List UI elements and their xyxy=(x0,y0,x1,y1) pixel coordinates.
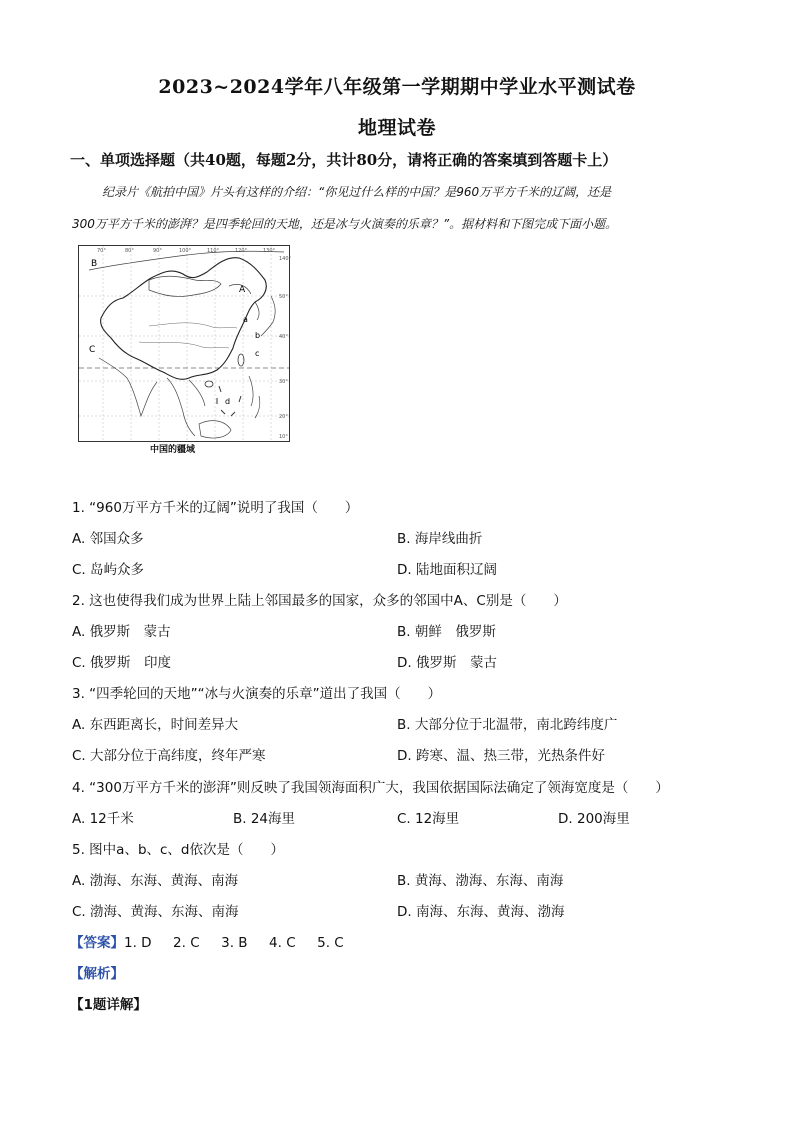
q5-option-a: A. 渤海、东海、黄海、南海 xyxy=(72,873,239,889)
tick-top-1: 80° xyxy=(125,248,134,254)
answer-4: 4. C xyxy=(269,935,296,951)
q3-option-a: A. 东西距离长，时间差异大 xyxy=(72,717,239,733)
map-label-c: C xyxy=(89,345,96,355)
detail-label: 【1题详解】 xyxy=(70,997,147,1013)
tick-top-7: 140° xyxy=(279,256,292,262)
answer-2: 2. C xyxy=(173,935,200,951)
q1-option-c: C. 岛屿众多 xyxy=(72,562,145,578)
q4-option-c: C. 12海里 xyxy=(397,811,460,827)
q4-option-a: A. 12千米 xyxy=(72,811,134,827)
china-territory-map xyxy=(78,245,290,442)
question-2-stem: 2. 这也使得我们成为世界上陆上邻国最多的国家，众多的邻国中A、C别是（ ） xyxy=(72,593,567,609)
map-label-d-sea: d xyxy=(225,397,231,406)
tick-top-3: 100° xyxy=(179,248,192,254)
tick-top-4: 110° xyxy=(207,248,220,254)
tick-right-4: 10° xyxy=(279,434,288,440)
exam-title: 2023~2024学年八年级第一学期期中学业水平测试卷 xyxy=(158,76,636,98)
answer-label: 【答案】 xyxy=(70,935,124,951)
answer-5: 5. C xyxy=(317,935,344,951)
map-label-b-sea: b xyxy=(255,331,261,340)
tick-top-6: 130° xyxy=(263,248,276,254)
q5-option-d: D. 南海、东海、黄海、渤海 xyxy=(397,904,565,920)
question-4-stem: 4. “300万平方千米的澎湃”则反映了我国领海面积广大，我国依据国际法确定了领海宽度是（ ） xyxy=(72,780,669,796)
q5-option-b: B. 黄海、渤海、东海、南海 xyxy=(397,873,564,889)
q3-option-b: B. 大部分位于北温带，南北跨纬度广 xyxy=(397,717,618,733)
map-label-c-sea: c xyxy=(255,349,260,358)
q4-option-b: B. 24海里 xyxy=(233,811,296,827)
answer-3: 3. B xyxy=(221,935,248,951)
intro-line-1: 纪录片《航拍中国》片头有这样的介绍：“你见过什么样的中国？是960万平方千米的辽阔，还是 xyxy=(102,185,612,199)
analysis-label: 【解析】 xyxy=(70,966,124,982)
q3-option-d: D. 跨寒、温、热三带，光热条件好 xyxy=(397,748,605,764)
map-drawing xyxy=(79,246,292,441)
q2-option-a: A. 俄罗斯 蒙古 xyxy=(72,624,171,640)
exam-subtitle: 地理试卷 xyxy=(357,117,436,139)
question-3-stem: 3. “四季轮回的天地”“冰与火演奏的乐章”道出了我国（ ） xyxy=(72,686,442,702)
answer-line xyxy=(70,931,344,951)
question-5-stem: 5. 图中a、b、c、d依次是（ ） xyxy=(72,842,285,858)
q2-option-c: C. 俄罗斯 印度 xyxy=(72,655,172,671)
map-label-a: A xyxy=(239,285,246,295)
tick-top-2: 90° xyxy=(153,248,162,254)
map-label-b: B xyxy=(91,259,98,269)
section-heading: 一、单项选择题（共40题，每题2分，共计80分，请将正确的答案填到答题卡上） xyxy=(70,151,618,169)
q5-option-c: C. 渤海、黄海、东海、南海 xyxy=(72,904,239,920)
q1-option-a: A. 邻国众多 xyxy=(72,531,144,547)
q2-option-d: D. 俄罗斯 蒙古 xyxy=(397,655,497,671)
q2-option-b: B. 朝鲜 俄罗斯 xyxy=(397,624,496,640)
tick-right-3: 20° xyxy=(279,414,288,420)
q1-option-d: D. 陆地面积辽阔 xyxy=(397,562,497,578)
intro-line-2: 300万平方千米的澎湃？是四季轮回的天地，还是冰与火演奏的乐章？”。据材料和下图完成下面小题。 xyxy=(72,217,618,231)
q3-option-c: C. 大部分位于高纬度，终年严寒 xyxy=(72,748,266,764)
map-caption: 中国的疆域 xyxy=(150,445,196,455)
tick-top-0: 70° xyxy=(97,248,106,254)
question-1-stem: 1. “960万平方千米的辽阔”说明了我国（ ） xyxy=(72,500,359,516)
q1-option-b: B. 海岸线曲折 xyxy=(397,531,483,547)
map-label-a-sea: a xyxy=(243,315,248,324)
tick-right-0: 50° xyxy=(279,294,288,300)
tick-right-1: 40° xyxy=(279,334,288,340)
q4-option-d: D. 200海里 xyxy=(558,811,630,827)
tick-right-2: 30° xyxy=(279,379,288,385)
answer-1: 1. D xyxy=(124,935,152,951)
tick-top-5: 120° xyxy=(235,248,248,254)
